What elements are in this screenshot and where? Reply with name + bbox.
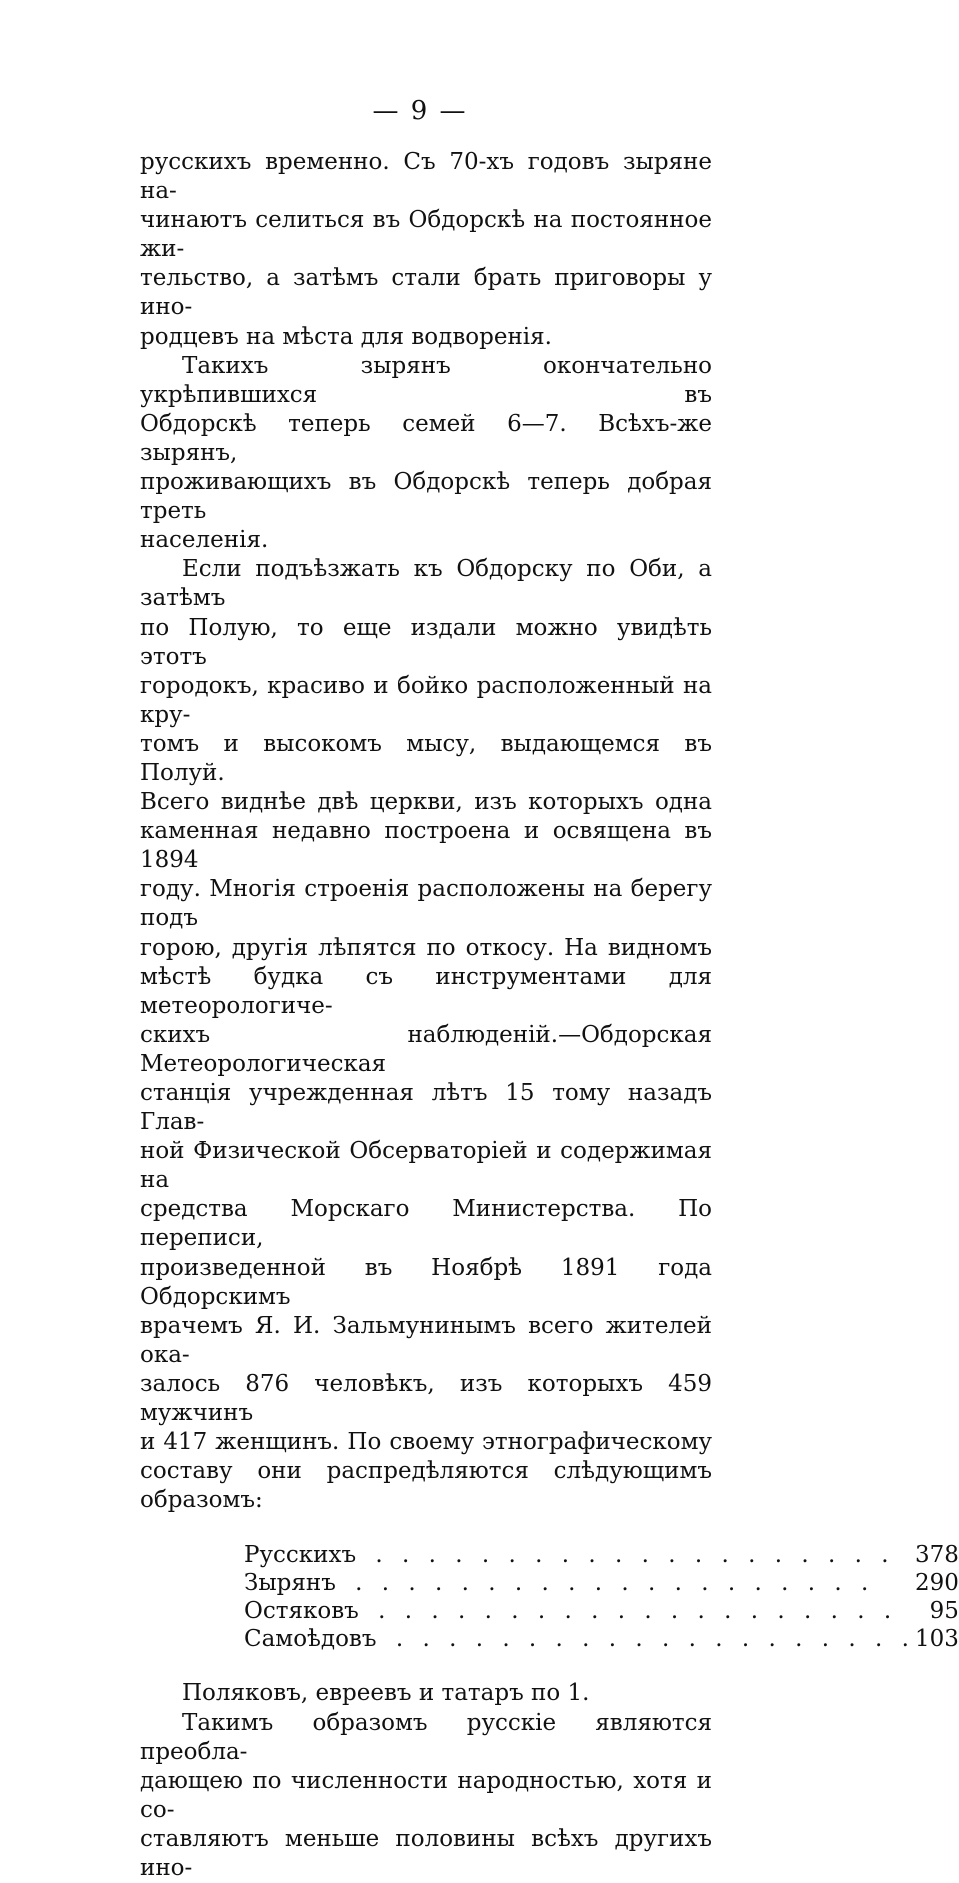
spacer (140, 1653, 712, 1679)
text-line: станція учрежденная лѣтъ 15 тому назадъ Глав- (140, 1080, 712, 1136)
text-line: мѣстѣ будка съ инструментами для метеорологиче- (140, 963, 712, 1019)
text-line: ной Физической Обсерваторіей и содержимая на (140, 1138, 712, 1194)
table-row (244, 1541, 959, 1569)
page-number: — 9 — (372, 96, 468, 126)
text-line: ставляютъ меньше половины всѣхъ другихъ ино- (140, 1825, 712, 1881)
table-row (244, 1569, 959, 1597)
text-line: Всего виднѣе двѣ церкви, изъ которыхъ одна (140, 789, 712, 816)
text-line: родцевъ на мѣста для водворенія. (140, 323, 552, 350)
text-line: скихъ наблюденій.—Обдорская Метеорологическая (140, 1021, 712, 1077)
nationality-cell (244, 1597, 915, 1625)
text-line: залось 876 человѣкъ, изъ которыхъ 459 мужчинъ (140, 1370, 712, 1427)
nationality-name: Самоѣдовъ (244, 1626, 383, 1652)
text-line: тельство, а затѣмъ стали брать приговоры у ино- (140, 265, 712, 321)
count-value: 290 (914, 1570, 959, 1597)
text-line: составу они распредѣляются слѣдующимъ образомъ: (140, 1458, 712, 1514)
text-line: по Полую, то еще издали можно увидѣть этотъ (140, 614, 712, 670)
nationality-cell (244, 1569, 915, 1597)
text-line: Поляковъ, евреевъ и татаръ по 1. (182, 1680, 590, 1707)
text-line: каменная недавно построена и освящена въ 1894 (140, 818, 712, 874)
nationality-name: Остяковъ (244, 1598, 365, 1624)
text-line: Такихъ зырянъ окончательно укрѣпившихся въ (140, 352, 712, 408)
text-line: проживающихъ въ Обдорскѣ теперь добрая треть (140, 469, 712, 525)
text-line: томъ и высокомъ мысу, выдающемся въ Полуй. (140, 730, 712, 786)
text-line: и 417 женщинъ. По своему этнографическому (140, 1429, 712, 1456)
text-line: городокъ, красиво и бойко расположенный на кру- (140, 672, 712, 728)
table-row (244, 1625, 959, 1653)
population-table (244, 1541, 959, 1653)
spacer (140, 1515, 712, 1541)
nationality-cell (244, 1625, 915, 1653)
text-line: Обдорскѣ теперь семей 6—7. Всѣхъ-же зырянъ, (140, 410, 712, 466)
text-line: дающею по численности народностью, хотя и со- (140, 1767, 712, 1823)
count-value: 95 (929, 1598, 959, 1625)
table-row (244, 1597, 959, 1625)
paragraphs-bottom (140, 1679, 712, 1883)
text-line: Такимъ образомъ русскіе являются преобла- (140, 1709, 712, 1765)
text-line: русскихъ временно. Съ 70-хъ годовъ зыряне на- (140, 149, 712, 205)
text-line: Если подъѣзжать къ Обдорску по Оби, а затѣмъ (140, 556, 712, 612)
nationality-name: Русскихъ (244, 1542, 362, 1568)
text-line: произведенной въ Ноябрѣ 1891 года Обдорскимъ (140, 1254, 712, 1310)
text-line: чинаютъ селиться въ Обдорскѣ на постоянное жи- (140, 207, 712, 263)
nationality-cell (244, 1541, 915, 1569)
text-line: году. Многія строенія расположены на берегу подъ (140, 876, 712, 932)
count-value: 103 (914, 1626, 959, 1653)
text-line: горою, другія лѣпятся по откосу. На видномъ (140, 934, 712, 961)
text-line: населенія. (140, 527, 269, 554)
body-text (140, 148, 959, 1883)
count-value: 378 (914, 1542, 959, 1569)
text-line: врачемъ Я. И. Зальмунинымъ всего жителей ока- (140, 1312, 712, 1368)
text-line: средства Морскаго Министерства. По переписи, (140, 1196, 712, 1252)
nationality-name: Зырянъ (244, 1570, 342, 1596)
paragraphs-top (140, 148, 712, 1515)
